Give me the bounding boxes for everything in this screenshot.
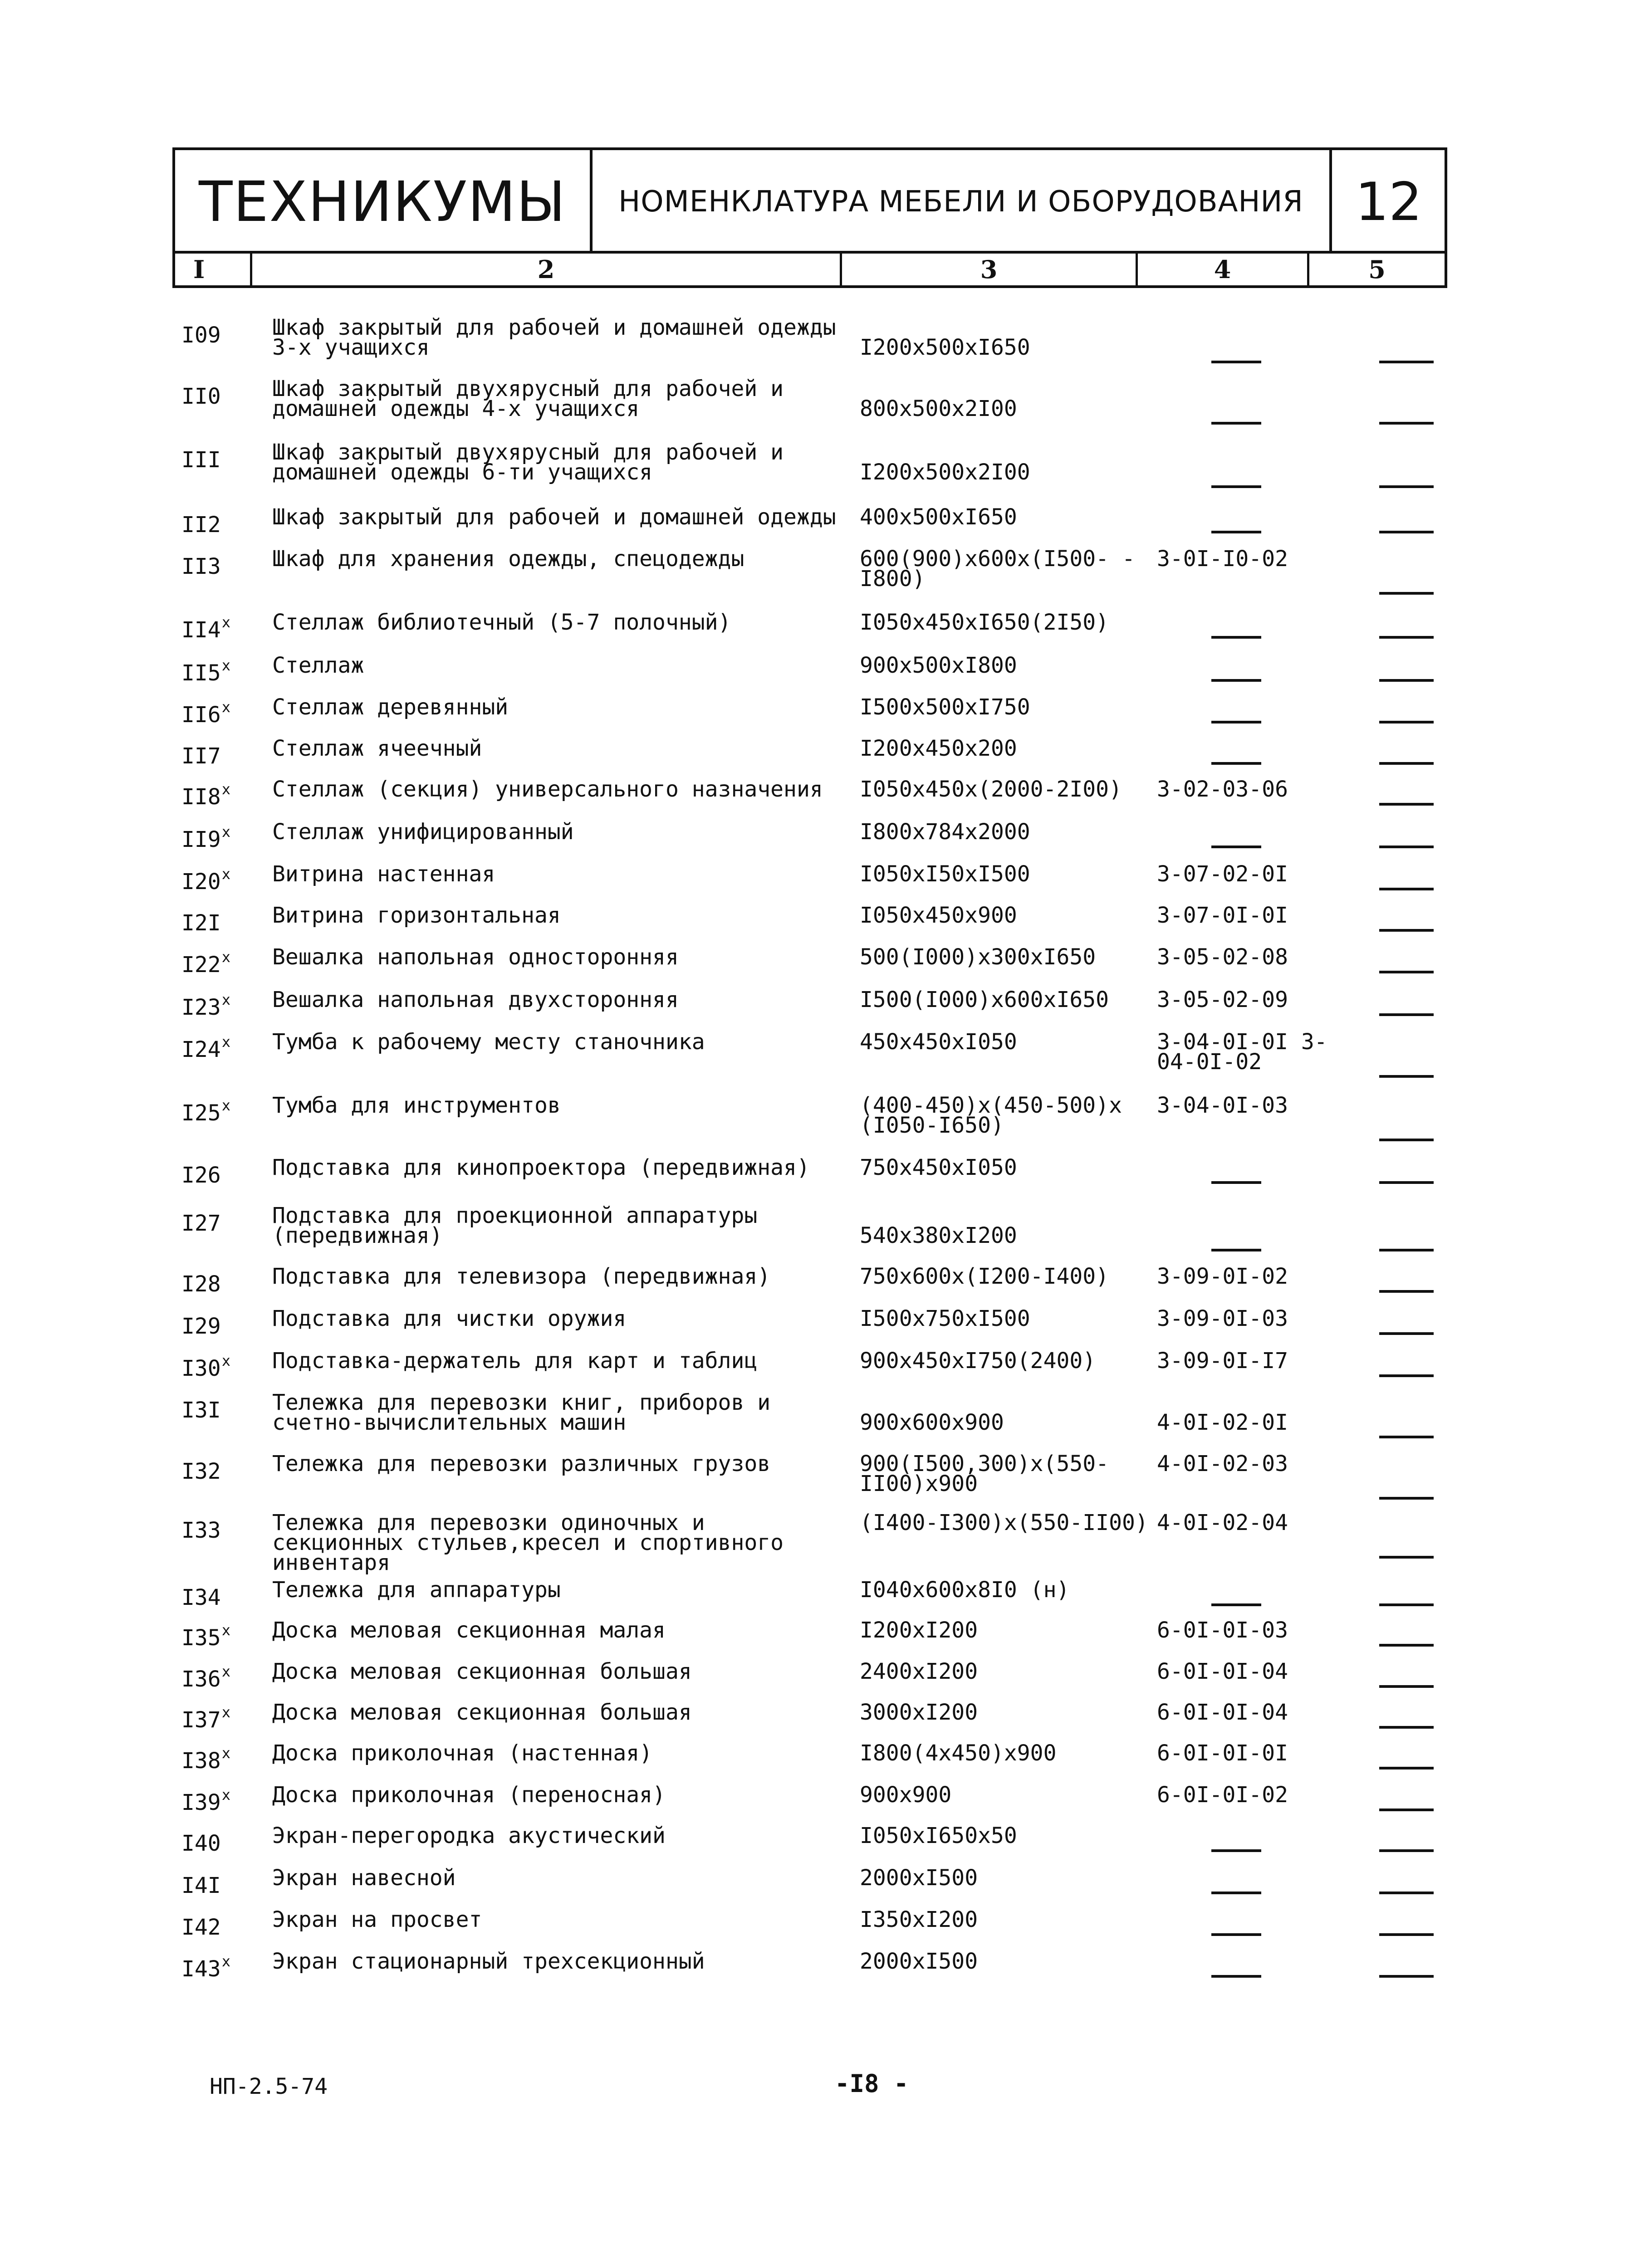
row-number [181, 318, 222, 348]
item-name: Тележка для перевозки различных грузов [272, 1451, 771, 1476]
item-dimensions: (I400-I300)x(550-II00) [860, 1510, 1148, 1535]
column-5-dash [1379, 1436, 1434, 1438]
item-name: Стеллаж (секция) универсального назначения [272, 777, 823, 802]
item-dimensions: 900x450xI750(2400) [860, 1348, 1096, 1374]
item-dimensions: I050x450x900 [860, 903, 1017, 928]
item-dimensions: 800x500x2I00 [860, 396, 1017, 421]
table-row [0, 1510, 1631, 1575]
item-name: Доска приколочная (переносная) [272, 1782, 666, 1808]
row-mark: x [221, 1704, 230, 1721]
row-number [181, 1743, 230, 1774]
page-number: -I8 - [835, 2069, 909, 2098]
item-reference: 3-09-0I-02 [1157, 1264, 1288, 1289]
column-5-dash [1379, 592, 1434, 595]
row-number-text: I33 [181, 1518, 221, 1543]
item-name: Экран-перегородка акустический [272, 1823, 666, 1848]
item-reference: 6-0I-0I-0I [1157, 1740, 1288, 1766]
row-mark: x [221, 1786, 230, 1804]
row-number [181, 1095, 230, 1126]
row-number [181, 1393, 222, 1423]
column-number-1: I [175, 254, 252, 285]
row-mark: x [221, 1663, 230, 1680]
table-row [0, 1951, 1631, 2010]
item-dimensions: 900x900 [860, 1782, 952, 1808]
document-title: ТЕХНИКУМЫ [175, 150, 593, 254]
column-5-dash [1379, 1809, 1434, 1811]
row-number [181, 442, 222, 473]
row-number-text: I38 [181, 1748, 221, 1774]
row-number [181, 1206, 222, 1236]
item-name: Доска приколочная (настенная) [272, 1740, 653, 1766]
table-row [0, 1390, 1631, 1452]
item-name: Тумба для инструментов [272, 1093, 561, 1118]
column-5-dash [1379, 888, 1434, 890]
item-name: Стеллаж библиотечный (5-7 полочный) [272, 610, 731, 635]
item-dimensions: I200x500x2I00 [860, 459, 1030, 485]
section-number: 12 [1355, 171, 1422, 233]
row-number-text: I22 [181, 952, 221, 978]
row-mark: x [221, 823, 230, 841]
item-dimensions: 400x500xI650 [860, 504, 1017, 530]
row-number [181, 1785, 230, 1813]
row-mark: x [221, 865, 230, 883]
table-row [0, 315, 1631, 376]
item-dimensions: I050xI50xI500 [860, 861, 1030, 887]
item-name: Вешалка напольная двухсторонняя [272, 987, 679, 1012]
row-mark: x [221, 699, 230, 716]
row-number [181, 822, 230, 850]
document-code: НП-2.5-74 [210, 2074, 328, 2099]
column-5-dash [1379, 1013, 1434, 1016]
item-dimensions: I800x784x2000 [860, 819, 1030, 845]
item-name: Тележка для аппаратуры [272, 1577, 561, 1603]
table-row [0, 376, 1631, 438]
item-reference: 3-07-0I-0I [1157, 903, 1288, 928]
row-mark: x [221, 948, 230, 966]
item-name: Подставка для проекционной аппаратуры (передвижная) [272, 1203, 758, 1248]
item-name: Экран стационарный трехсекционный [272, 1949, 705, 1974]
column-5-dash [1379, 1374, 1434, 1377]
column-number-4: 4 [1138, 254, 1309, 285]
row-mark: x [221, 1745, 230, 1762]
column-4-dash [1211, 1892, 1261, 1894]
column-4-dash [1211, 531, 1261, 533]
item-dimensions: I050xI650x50 [860, 1823, 1017, 1848]
row-number-text: II4 [181, 617, 221, 643]
item-name: Доска меловая секционная большая [272, 1659, 692, 1684]
item-name: Стеллаж унифицированный [272, 819, 574, 845]
item-name: Доска меловая секционная большая [272, 1700, 692, 1725]
item-dimensions: 2400xI200 [860, 1659, 978, 1684]
item-reference: 6-0I-0I-03 [1157, 1618, 1288, 1643]
item-name: Стеллаж деревянный [272, 694, 509, 720]
row-number-text: II2 [181, 512, 221, 538]
row-number [181, 1158, 222, 1188]
column-number-2: 2 [252, 254, 842, 285]
row-number [181, 1454, 222, 1484]
column-number-5: 5 [1368, 255, 1386, 284]
column-5-dash [1379, 803, 1434, 806]
column-4-dash [1211, 762, 1261, 765]
item-dimensions: I200x450x200 [860, 736, 1017, 761]
row-number-text: I2I [181, 910, 221, 936]
row-number [181, 1513, 222, 1543]
item-name: Подставка для кинопроектора (передвижная) [272, 1155, 810, 1180]
row-number-text: II5 [181, 660, 221, 686]
item-dimensions: I500(I000)x600xI650 [860, 987, 1109, 1012]
column-4-dash [1211, 846, 1261, 848]
row-number [181, 1868, 222, 1896]
column-5-dash [1379, 1075, 1434, 1078]
item-reference: 6-0I-0I-02 [1157, 1782, 1288, 1808]
item-dimensions: 2000xI500 [860, 1865, 978, 1891]
column-5-dash [1379, 1497, 1434, 1500]
item-dimensions: 450x450xI050 [860, 1029, 1017, 1055]
column-5-dash [1379, 929, 1434, 932]
item-dimensions: 750x450xI050 [860, 1155, 1017, 1180]
row-number [181, 990, 230, 1020]
column-5-dash [1379, 1556, 1434, 1559]
row-number-text: I27 [181, 1211, 221, 1236]
item-dimensions: 900x600x900 [860, 1410, 1004, 1435]
table-row [0, 1451, 1631, 1513]
column-4-dash [1211, 1933, 1261, 1936]
row-number [181, 549, 222, 577]
item-dimensions: 540x380xI200 [860, 1223, 1017, 1248]
item-name: Шкаф закрытый для рабочей и домашней одежды [272, 504, 836, 530]
item-reference: 6-0I-0I-04 [1157, 1659, 1288, 1684]
row-number-text: II9 [181, 827, 221, 852]
row-number [181, 1309, 222, 1339]
column-5-dash [1379, 422, 1434, 425]
column-5-dash [1379, 485, 1434, 488]
item-name: Вешалка напольная односторонняя [272, 944, 679, 970]
item-name: Тележка для перевозки одиночных и секционных стульев,кресел и спортивного инвентаря [272, 1510, 784, 1575]
item-dimensions: I200xI200 [860, 1618, 978, 1643]
row-number-text: I35 [181, 1625, 221, 1651]
row-mark: x [221, 991, 230, 1008]
row-number-text: I34 [181, 1585, 221, 1610]
column-5-dash [1379, 1332, 1434, 1335]
table-row [0, 1029, 1631, 1091]
item-name: Подставка для телевизора (передвижная) [272, 1264, 771, 1289]
item-dimensions: I500x750xI500 [860, 1306, 1030, 1331]
column-number-3: 3 [842, 254, 1138, 285]
row-number-text: I26 [181, 1163, 221, 1188]
row-number-text: II8 [181, 784, 221, 810]
row-number-text: I3I [181, 1398, 221, 1423]
column-4-dash [1211, 422, 1261, 425]
row-number [181, 379, 222, 409]
row-number-text: I25 [181, 1100, 221, 1126]
item-name: Шкаф закрытый для рабочей и домашней одежды 3-х учащихся [272, 315, 836, 360]
item-reference: 4-0I-02-04 [1157, 1510, 1288, 1535]
column-5-dash [1379, 636, 1434, 639]
column-5-dash [1379, 361, 1434, 363]
row-number [181, 1951, 230, 1982]
row-number-text: II3 [181, 554, 221, 579]
item-dimensions: (400-450)x(450-500)x (I050-I650) [860, 1093, 1122, 1138]
row-number-text: I42 [181, 1915, 221, 1940]
column-5-dash [1379, 531, 1434, 533]
row-number-text: I39 [181, 1790, 221, 1815]
row-number-text: II0 [181, 384, 221, 409]
item-dimensions: I050x450xI650(2I50) [860, 610, 1109, 635]
item-name: Витрина горизонтальная [272, 903, 561, 928]
row-number-text: I09 [181, 323, 221, 348]
column-4-dash [1211, 1181, 1261, 1184]
item-name: Тележка для перевозки книг, приборов и счетно-вычислительных машин [272, 1390, 771, 1435]
item-dimensions: I350xI200 [860, 1907, 978, 1932]
column-4-dash [1211, 721, 1261, 723]
column-5-dash [1379, 971, 1434, 973]
row-number [181, 1826, 222, 1856]
row-number-text: II7 [181, 743, 221, 769]
row-number [181, 1032, 230, 1060]
column-5-dash [1379, 1933, 1434, 1936]
row-number [181, 1702, 230, 1733]
row-number [181, 507, 222, 538]
item-dimensions: 750x600x(I200-I400) [860, 1264, 1109, 1289]
item-name: Стеллаж ячеечный [272, 736, 482, 761]
column-5-dash [1379, 1139, 1434, 1141]
row-number [181, 1351, 230, 1381]
item-reference: 3-02-03-06 [1157, 777, 1288, 802]
row-number [181, 655, 230, 686]
column-4-dash [1211, 1849, 1261, 1852]
column-5-dash [1379, 1181, 1434, 1184]
item-reference: 4-0I-02-0I [1157, 1410, 1288, 1435]
row-number [181, 779, 230, 810]
item-dimensions: I200x500xI650 [860, 335, 1030, 360]
table-row [0, 1095, 1631, 1154]
item-reference: 3-04-0I-03 [1157, 1093, 1288, 1118]
row-number-text: I24 [181, 1037, 221, 1062]
column-4-dash [1211, 1249, 1261, 1251]
row-mark: x [221, 781, 230, 798]
item-dimensions: 900x500xI800 [860, 653, 1017, 678]
item-dimensions: 500(I000)x300xI650 [860, 944, 1096, 970]
row-number [181, 1266, 222, 1297]
table-row [0, 1203, 1631, 1265]
column-4-dash [1211, 1603, 1261, 1606]
row-number [181, 1910, 222, 1940]
row-mark: x [221, 1352, 230, 1369]
column-5-dash [1379, 1892, 1434, 1894]
column-4-dash [1211, 679, 1261, 682]
item-name: Экран навесной [272, 1865, 456, 1891]
column-5-dash [1379, 1849, 1434, 1852]
column-5-dash [1379, 679, 1434, 682]
item-name: Шкаф закрытый двухярусный для рабочей и домашней одежды 4-х учащихся [272, 376, 784, 421]
item-reference: 3-07-02-0I [1157, 861, 1288, 887]
column-4-dash [1211, 636, 1261, 639]
item-dimensions: I040x600x8I0 (н) [860, 1577, 1070, 1603]
row-number-text: III [181, 447, 221, 473]
item-name: Шкаф для хранения одежды, спецодежды [272, 546, 744, 572]
column-5-dash [1379, 721, 1434, 723]
column-4-dash [1211, 361, 1261, 363]
item-name: Тумба к рабочему месту станочника [272, 1029, 705, 1055]
row-number [181, 612, 230, 643]
item-name: Стеллаж [272, 653, 364, 678]
item-dimensions: I050x450x(2000-2I00) [860, 777, 1122, 802]
row-number-text: I29 [181, 1314, 221, 1339]
row-mark: x [221, 657, 230, 674]
item-dimensions: 3000xI200 [860, 1700, 978, 1725]
row-number [181, 697, 230, 728]
row-mark: x [221, 1622, 230, 1639]
row-number-text: I4I [181, 1873, 221, 1898]
item-name: Подставка для чистки оружия [272, 1306, 627, 1331]
row-number-text: I32 [181, 1459, 221, 1484]
item-reference: 3-05-02-08 [1157, 944, 1288, 970]
column-5-dash [1379, 1249, 1434, 1251]
row-number-text: I36 [181, 1667, 221, 1692]
item-reference: 6-0I-0I-04 [1157, 1700, 1288, 1725]
column-4-dash [1211, 485, 1261, 488]
document-subtitle: НОМЕНКЛАТУРА МЕБЕЛИ И ОБОРУДОВАНИЯ [593, 150, 1332, 254]
row-number-text: I28 [181, 1271, 221, 1297]
column-5-dash [1379, 762, 1434, 765]
row-number [181, 1580, 222, 1608]
row-mark: x [221, 1097, 230, 1114]
row-number [181, 738, 222, 769]
row-number-text: II6 [181, 702, 221, 728]
item-dimensions: I500x500xI750 [860, 694, 1030, 720]
row-number-text: I40 [181, 1831, 221, 1856]
row-number-text: I43 [181, 1956, 221, 1982]
item-dimensions: I800(4x450)x900 [860, 1740, 1057, 1766]
column-5-dash [1379, 1685, 1434, 1688]
item-dimensions: 900(I500,300)x(550- II00)x900 [860, 1451, 1109, 1496]
item-name: Доска меловая секционная малая [272, 1618, 666, 1643]
item-reference: 3-0I-I0-02 [1157, 546, 1288, 572]
item-reference: 3-09-0I-03 [1157, 1306, 1288, 1331]
row-number [181, 1662, 230, 1692]
row-number [181, 905, 222, 936]
column-5-dash [1379, 1603, 1434, 1606]
item-dimensions: 600(900)x600x(I500- -I800) [860, 546, 1135, 591]
column-5-dash [1379, 1644, 1434, 1647]
item-reference: 3-04-0I-0I 3-04-0I-02 [1157, 1029, 1327, 1075]
item-reference: 3-05-02-09 [1157, 987, 1288, 1012]
row-mark: x [221, 614, 230, 631]
column-5-dash [1379, 1767, 1434, 1769]
row-mark: x [221, 1033, 230, 1051]
item-reference: 4-0I-02-03 [1157, 1451, 1288, 1476]
item-name: Подставка-держатель для карт и таблиц [272, 1348, 758, 1374]
column-5-dash [1379, 1290, 1434, 1293]
item-name: Шкаф закрытый двухярусный для рабочей и домашней одежды 6-ти учащихся [272, 440, 784, 485]
column-5-dash [1379, 1975, 1434, 1978]
row-number [181, 947, 230, 978]
table-row [0, 546, 1631, 608]
column-4-dash [1211, 1975, 1261, 1978]
row-number-text: I37 [181, 1707, 221, 1733]
row-number-text: I20 [181, 869, 221, 894]
row-number [181, 1620, 230, 1651]
item-dimensions: 2000xI500 [860, 1949, 978, 1974]
row-number [181, 864, 230, 892]
row-number-text: I30 [181, 1356, 221, 1381]
item-name: Экран на просвет [272, 1907, 482, 1932]
column-5-dash [1379, 1726, 1434, 1729]
column-5-dash [1379, 846, 1434, 848]
table-row [0, 442, 1631, 501]
item-name: Витрина настенная [272, 861, 495, 887]
item-reference: 3-09-0I-I7 [1157, 1348, 1288, 1374]
row-number-text: I23 [181, 995, 221, 1020]
row-mark: x [221, 1953, 230, 1970]
